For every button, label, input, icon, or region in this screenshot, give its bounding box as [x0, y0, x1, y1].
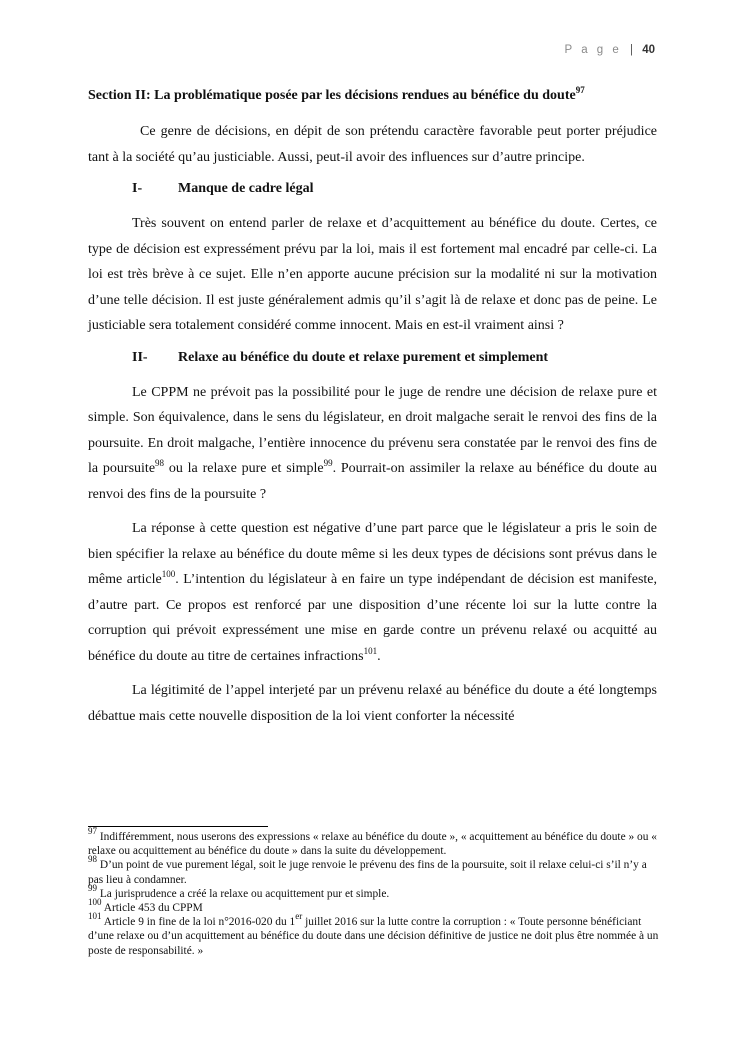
footnote-98: [88, 854, 660, 886]
footnote-ref-100: 100: [161, 569, 176, 579]
subsection-heading-2: [132, 348, 657, 368]
ordinal-suffix: er: [295, 911, 303, 922]
intro-paragraph: Ce genre de décisions, en dépit de son prétendu caractère favorable peut porter préjudice tant à la société qu’au justiciable. Aussi, peut-il avoir des influences sur d’autre principe.: [88, 124, 657, 165]
footnote-separator: [88, 826, 268, 827]
page-body: [88, 86, 657, 738]
paragraph-1: Très souvent on entend parler de relaxe et d’acquittement au bénéfice du doute. Certes, ce type de décision est expressément prévu par la loi, mais il est fortement mal encadré par celle-ci. La loi est très brève à ce sujet. Elle n’en apporte aucune précision sur la modalité ni sur la motivation d’une telle décision. Il est juste généralement admis qu’il s’agit là de relaxe et donc pas de peine. Le justiciable sera totalement considéré comme innocent. Mais en est-il vraiment ainsi ?: [88, 216, 657, 333]
footnote-text: Article 453 du CPPM: [101, 902, 203, 915]
page-label: P a g e: [564, 44, 622, 56]
footnote-ref-97: 97: [575, 85, 585, 95]
footnote-100: [88, 897, 660, 915]
subsection-heading-1: [132, 179, 657, 199]
subsection-number: I-: [132, 181, 143, 196]
subsection-title: Manque de cadre légal: [178, 181, 314, 196]
footnote-number: 100: [88, 897, 102, 908]
paragraph-text: . L’intention du législateur à en faire un type indépendant de décision est manifeste, d’autre part. Ce propos est renforcé par une disposition d’une récente loi sur la lutte contre la corruption qui prévoit expressément une mise en garde contre un prévenu relaxé ou acquitté au bénéfice du doute au titre de certaines infractions: [88, 572, 657, 664]
footnote-ref-98: 98: [155, 458, 165, 468]
footnote-text: Article 9 in fine de la loi n°2016-020 du 1: [101, 916, 296, 929]
footnote-text: Indifféremment, nous userons des expressions « relaxe au bénéfice du doute », « acquittement au bénéfice du doute » ou « relaxe ou acquittement au bénéfice du doute » dans la suite du développement.: [88, 831, 657, 858]
paragraph-text: .: [377, 648, 381, 664]
footnote-99: [88, 882, 660, 901]
footnote-ref-99: 99: [323, 458, 333, 468]
header-separator: |: [630, 44, 633, 56]
footnote-text: juillet 2016 sur la lutte contre la corruption : « Toute personne bénéficiant d’une relaxe ou d’un acquittement au bénéfice du doute dans une décision définitive de justice ne doit plus être nommée à un poste de responsabilité. »: [88, 916, 659, 957]
footnote-text: D’un point de vue purement légal, soit le juge renvoie le prévenu des fins de la poursuite, soit il relaxe celui-ci s’il n’y a pas lieu à condamner.: [88, 859, 647, 886]
page-number: 40: [642, 44, 655, 56]
footnote-number: 97: [88, 826, 97, 836]
section-title-text: Section II: La problématique posée par les décisions rendues au bénéfice du doute: [88, 88, 576, 103]
footnote-101: [88, 911, 660, 958]
footnote-ref-101: 101: [363, 645, 378, 656]
subsection-title: Relaxe au bénéfice du doute et relaxe purement et simplement: [178, 349, 549, 365]
paragraph-4: La légitimité de l’appel interjeté par un prévenu relaxé au bénéfice du doute a été longtemps débattue mais cette nouvelle disposition de la loi vient conforter la nécessité: [88, 683, 657, 724]
subsection-number: II-: [132, 349, 148, 365]
footnote-number: 101: [88, 911, 102, 922]
footnote-number: 98: [88, 854, 97, 865]
footnote-text: La jurisprudence a créé la relaxe ou acquittement pur et simple.: [97, 887, 390, 900]
paragraph-text: La réponse à cette question est négative d’une part parce que le législateur a pris le soin de bien spécifier la relaxe au bénéfice du doute même si les deux types de décisions sont prévus dans le même article: [88, 521, 657, 587]
section-title: [88, 86, 657, 106]
paragraph-3: [88, 516, 657, 669]
paragraph-text: ou la relaxe pure et simple: [164, 461, 324, 476]
footnote-97: [88, 826, 660, 858]
footnotes: [88, 826, 660, 958]
paragraph-text: . Pourrait-on assimiler la relaxe au bénéfice du doute au renvoi des fins de la poursuite ?: [88, 461, 657, 502]
page-header: [565, 44, 655, 56]
footnote-number: 99: [88, 882, 97, 893]
paragraph-text: Le CPPM ne prévoit pas la possibilité pour le juge de rendre une décision de relaxe pure et simple. Son équivalence, dans le sens du législateur, en droit malgache serait le renvoi des fins de la poursuite. En droit malgache, l’entière innocence du prévenu sera constatée par le renvoi des fins de la poursuite: [88, 384, 657, 476]
paragraph-2: [88, 380, 657, 508]
